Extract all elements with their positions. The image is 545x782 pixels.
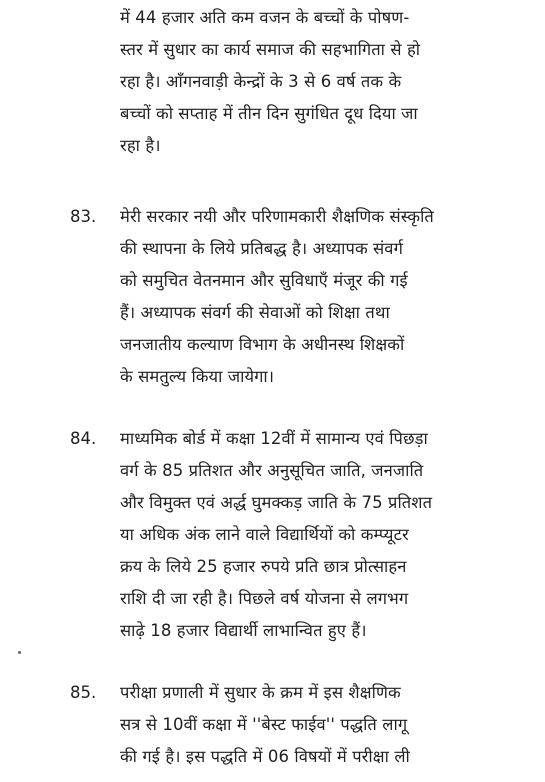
paragraph-line: जनजातीय कल्याण विभाग के अधीनस्थ शिक्षकों: [120, 335, 405, 354]
paragraph-line: की स्थापना के लिये प्रतिबद्ध है। अध्यापक संवर्ग: [120, 239, 403, 258]
paragraph-line: वर्ग के 85 प्रतिशत और अनुसूचित जाति, जनजाति: [120, 461, 424, 480]
scan-speck: [18, 651, 21, 654]
intro-line: रहा है।: [120, 136, 161, 155]
paragraph-number: 84.: [70, 429, 97, 448]
paragraph-line: परीक्षा प्रणाली में सुधार के क्रम में इस शैक्षणिक: [120, 683, 401, 702]
paragraph-number: 83.: [70, 207, 97, 226]
paragraph-line: या अधिक अंक लाने वाले विद्यार्थियों को कम्प्यूटर: [120, 525, 409, 544]
paragraph-line: और विमुक्त एवं अर्द्ध घुमक्कड़ जाति के 75 प्रतिशत: [120, 493, 433, 512]
paragraph-line: माध्यमिक बोर्ड में कक्षा 12वीं में सामान्य एवं पिछड़ा: [120, 429, 428, 448]
intro-line: में 44 हजार अति कम वजन के बच्चों के पोषण-: [120, 8, 410, 27]
paragraph-line: राशि दी जा रही है। पिछले वर्ष योजना से लगभग: [120, 589, 409, 608]
paragraph-line: सत्र से 10वीं कक्षा में ''बेस्ट फाईव'' पद्धति लागू: [120, 715, 408, 734]
paragraph-line: क्रय के लिये 25 हजार रुपये प्रति छात्र प्रोत्साहन: [120, 557, 407, 576]
paragraph-line: को समुचित वेतनमान और सुविधाएँ मंजूर की गई: [120, 271, 408, 290]
paragraph-line: हैं। अध्यापक संवर्ग की सेवाओं को शिक्षा तथा: [120, 303, 390, 322]
paragraph-line: साढ़े 18 हजार विद्यार्थी लाभान्वित हुए हैं।: [120, 621, 367, 640]
paragraph-number: 85.: [70, 683, 97, 702]
intro-line: रहा है। आँगनवाड़ी केन्द्रों के 3 से 6 वर्ष तक के: [120, 72, 402, 91]
intro-line: स्तर में सुधार का कार्य समाज की सहभागिता से हो: [120, 40, 421, 59]
intro-line: बच्चों को सप्ताह में तीन दिन सुगंधित दूध दिया जा: [120, 104, 418, 123]
paragraph-line: मेरी सरकार नयी और परिणामकारी शैक्षणिक संस्कृति: [120, 207, 434, 226]
paragraph-line: की गई है। इस पद्धति में 06 विषयों में परीक्षा ली: [120, 747, 410, 766]
paragraph-line: के समतुल्य किया जायेगा।: [120, 367, 275, 386]
